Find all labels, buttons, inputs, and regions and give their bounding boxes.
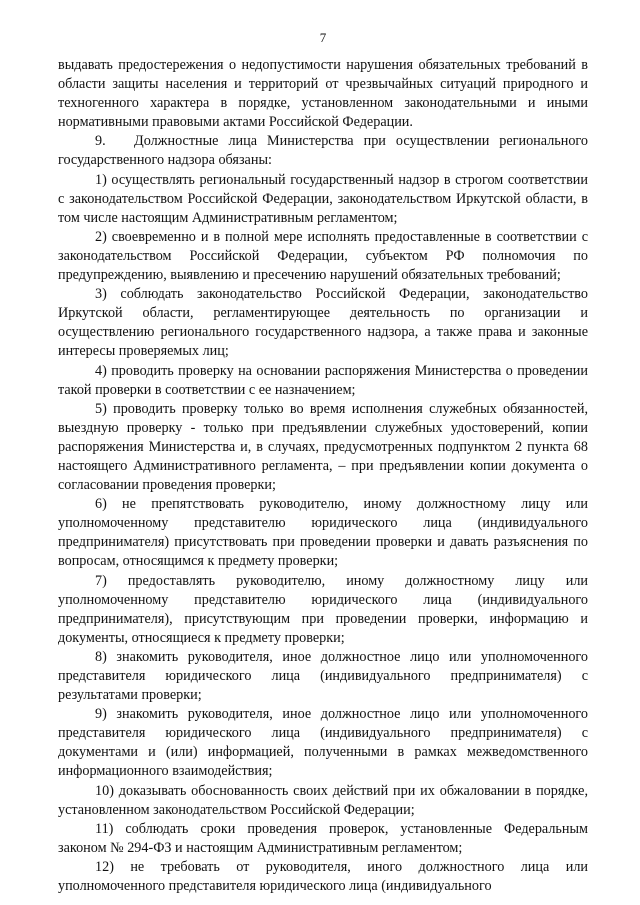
list-item-4: 4) проводить проверку на основании распоряжения Министерства о проведении такой проверки в соответствии с ее назначением; <box>58 362 588 398</box>
page-number: 7 <box>319 30 327 45</box>
paragraph-continuation: выдавать предостережения о недопустимости нарушения обязательных требований в области защиты населения и территорий от чрезвычайных ситуаций природного и техногенного характера в порядке, установленном законодательными и иными нормативными правовыми актами Российской Федерации. <box>58 57 588 131</box>
list-item-6: 6) не препятствовать руководителю, иному должностному лицу или уполномоченному представителю юридического лица (индивидуального предпринимателя) присутствовать при проведении проверки и давать разъяснения по вопросам, относящимся к предмету проверки; <box>58 496 588 570</box>
list-item-1: 1) осуществлять региональный государственный надзор в строгом соответствии с законодательством Российской Федерации, законодательством Иркутской области, в том числе настоящим Административным регламентом; <box>58 171 588 226</box>
list-item-12: 12) не требовать от руководителя, иного должностного лица или уполномоченного представителя юридического лица (индивидуального <box>58 858 588 895</box>
paragraph-section-9: 9. Должностные лица Министерства при осуществлении регионального государственного надзора обязаны: <box>58 133 588 169</box>
list-item-2: 2) своевременно и в полной мере исполнять предоставленные в соответствии с законодательством Российской Федерации, субъектом РФ полномочия по предупреждению, выявлению и пресечению нарушений обязательных требований; <box>58 228 588 284</box>
list-item-10: 10) доказывать обоснованность своих действий при их обжаловании в порядке, установленном законодательством Российской Федерации; <box>58 782 588 818</box>
list-item-11: 11) соблюдать сроки проведения проверок, установленные Федеральным законом № 294-ФЗ и настоящим Административным регламентом; <box>58 820 588 856</box>
list-item-7: 7) предоставлять руководителю, иному должностному лицу или уполномоченному представителю юридического лица (индивидуального предпринимателя), присутствующим при проведении проверки, информацию и документы, относящиеся к предмету проверки; <box>58 572 588 646</box>
list-item-5: 5) проводить проверку только во время исполнения служебных обязанностей, выездную проверку - только при предъявлении служебных удостоверений, копии распоряжения Министерства и, в случаях, предусмотренных подпунктом 2 пункта 68 настоящего Административного регламента, – при предъявлении копии документа о согласовании проведения проверки; <box>58 400 588 494</box>
list-item-9: 9) знакомить руководителя, иное должностное лицо или уполномоченного представителя юридического лица (индивидуального предпринимателя) с документами и (или) информацией, полученными в рамках межведомственного информационного взаимодействия; <box>58 706 588 780</box>
list-item-8: 8) знакомить руководителя, иное должностное лицо или уполномоченного представителя юридического лица (индивидуального предпринимателя) с результатами проверки; <box>58 648 588 704</box>
list-item-3: 3) соблюдать законодательство Российской Федерации, законодательство Иркутской области, регламентирующее деятельность по организации и осуществлению регионального государственного надзора, а также права и законные интересы проверяемых лиц; <box>58 286 588 360</box>
